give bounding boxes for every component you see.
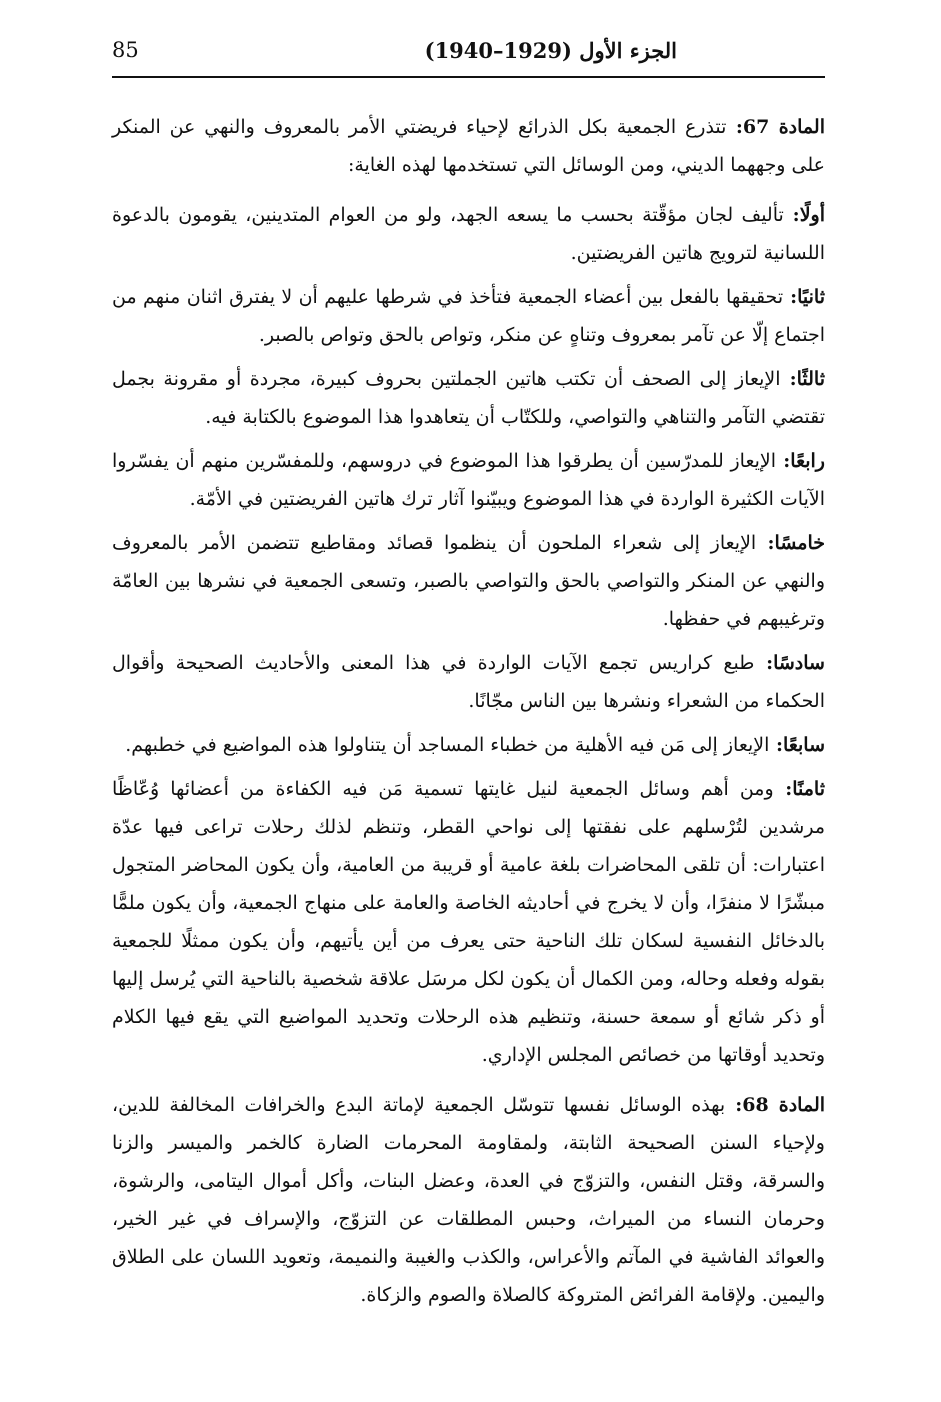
clause-second: ثانيًا: تحقيقها بالفعل بين أعضاء الجمعية فتأخذ في شرطها عليهم أن لا يفترق اثنان منهم من اجتماع إلّا عن تآمر بمعروف وتناهٍ عن منكر، وتواص بالحق وتواص بالصبر. bbox=[112, 286, 825, 346]
clause-label: سابعًا bbox=[783, 734, 825, 756]
article-number: المادة 67 bbox=[742, 116, 825, 138]
clause-label: ثانيًا bbox=[797, 286, 825, 308]
clause-first: أولًا: تأليف لجان مؤقّتة بحسب ما يسعه الجهد، ولو من العوام المتدينين، يقومون بالدعوة اللسانية لترويج هاتين الفريضتين. bbox=[112, 204, 825, 264]
paragraph-text: الإيعاز إلى الصحف أن تكتب هاتين الجملتين بحروف كبيرة، مجردة أو مقرونة بجمل تقتضي التآمر والتناهي والتواصي، وللكتّاب أن يتعاهدوا هذا الموضوع بالكتابة فيه. bbox=[112, 368, 825, 428]
article-67-intro: المادة 67: تتذرع الجمعية بكل الذرائع لإحياء فريضتي الأمر بالمعروف والنهي عن المنكر على وجههما الديني، ومن الوسائل التي تستخدمها لهذه الغاية: bbox=[112, 116, 825, 176]
paragraph-text: طبع كراريس تجمع الآيات الواردة في هذا المعنى والأحاديث الصحيحة وأقوال الحكماء من الشعراء ونشرها بين الناس مجّانًا. bbox=[112, 652, 825, 712]
clause-label: رابعًا bbox=[790, 450, 825, 472]
article-number: المادة 68 bbox=[742, 1094, 826, 1116]
paragraph-text: تحقيقها بالفعل بين أعضاء الجمعية فتأخذ في شرطها عليهم أن لا يفترق اثنان منهم من اجتماع إلّا عن تآمر بمعروف وتناهٍ عن منكر، وتواص بالحق وتواص بالصبر. bbox=[112, 286, 825, 346]
clause-label: ثامنًا bbox=[792, 778, 825, 800]
clause-label: أولًا bbox=[799, 204, 825, 226]
article-68: المادة 68: بهذه الوسائل نفسها تتوسّل الجمعية لإماتة البدع والخرافات المخالفة للدين، ولإحياء السنن الصحيحة الثابتة، ولمقاومة المحرمات الضارة كالخمر والميسر والزنا والسرقة، وقتل النفس، والتزوّج في العدة، وعضل البنات، وأكل أموال اليتامى، والرشوة، وحرمان النساء من الميراث، وحبس المطلقات عن التزوّج، والإسراف في غير الخير، والعوائد الفاشية في المآتم والأعراس، والكذب والغيبة والنميمة، وتعويد اللسان على الطلاق واليمين. ولإقامة الفرائض المتروكة كالصلاة والصوم والزكاة. bbox=[112, 1094, 826, 1306]
paragraph-text: ومن أهم وسائل الجمعية لنيل غايتها تسمية مَن فيه الكفاءة من أعضائها وُعّاظًا مرشدين لتُرْسلهم على نفقتها إلى نواحي القطر، وتنظم لذلك رحلات تراعى فيها عدّة اعتبارات: أن تلقى المحاضرات بلغة عامية أو قريبة من العامية، وأن يكون المحاضر المتجول مبشّرًا لا منفرًا، وأن لا يخرج في أحاديثه الخاصة والعامة على منهاج الجمعية، وأن يكون ملمًّا بالدخائل النفسية لسكان تلك الناحية حتى يعرف من أين يأتيهم، وأن يكون ممثلًا للجمعية بقوله وفعله وحاله، ومن الكمال أن يكون لكل مرسَل علاقة شخصية بالناحية التي يُرسل إليها أو ذكر شائع أو سمعة حسنة، وتنظيم هذه الرحلات وتحديد المواضيع التي يقع فيها الكلام وتحديد أوقاتها من خصائص المجلس الإداري. bbox=[112, 778, 825, 1066]
page-header bbox=[112, 36, 825, 78]
paragraph-text: تتذرع الجمعية بكل الذرائع لإحياء فريضتي الأمر بالمعروف والنهي عن المنكر على وجههما الديني، ومن الوسائل التي تستخدمها لهذه الغاية: bbox=[112, 116, 825, 176]
paragraph-text: بهذه الوسائل نفسها تتوسّل الجمعية لإماتة البدع والخرافات المخالفة للدين، ولإحياء السنن الصحيحة الثابتة، ولمقاومة المحرمات الضارة كالخمر والميسر والزنا والسرقة، وقتل النفس، والتزوّج في العدة، وعضل البنات، وأكل أموال اليتامى، والرشوة، وحرمان النساء من الميراث، وحبس المطلقات عن التزوّج، والإسراف في غير الخير، والعوائد الفاشية في المآتم والأعراس، والكذب والغيبة والنميمة، وتعويد اللسان على الطلاق واليمين. ولإقامة الفرائض المتروكة كالصلاة والصوم والزكاة. bbox=[112, 1094, 825, 1306]
clause-fifth: خامسًا: الإيعاز إلى شعراء الملحون أن ينظموا قصائد ومقاطيع تتضمن الأمر بالمعروف والنهي عن المنكر والتواصي بالحق والتواصي بالصبر، وتسعى الجمعية في نشرها بين العامّة وترغيبهم في حفظها. bbox=[112, 532, 825, 630]
paragraph-text: تأليف لجان مؤقّتة بحسب ما يسعه الجهد، ولو من العوام المتدينين، يقومون بالدعوة اللسانية لترويج هاتين الفريضتين. bbox=[112, 204, 825, 264]
clause-third: ثالثًا: الإيعاز إلى الصحف أن تكتب هاتين الجملتين بحروف كبيرة، مجردة أو مقرونة بجمل تقتضي التآمر والتناهي والتواصي، وللكتّاب أن يتعاهدوا هذا الموضوع بالكتابة فيه. bbox=[112, 368, 825, 428]
clause-eighth: ثامنًا: ومن أهم وسائل الجمعية لنيل غايتها تسمية مَن فيه الكفاءة من أعضائها وُعّاظًا مرشدين لتُرْسلهم على نفقتها إلى نواحي القطر، وتنظم لذلك رحلات تراعى فيها عدّة اعتبارات: أن تلقى المحاضرات بلغة عامية أو قريبة من العامية، وأن يكون المحاضر المتجول مبشّرًا لا منفرًا، وأن لا يخرج في أحاديثه الخاصة والعامة على منهاج الجمعية، وأن يكون ملمًّا بالدخائل النفسية لسكان تلك الناحية حتى يعرف من أين يأتيهم، وأن يكون ممثلًا للجمعية بقوله وفعله وحاله، ومن الكمال أن يكون لكل مرسَل علاقة شخصية بالناحية التي يُرسل إليها أو ذكر شائع أو سمعة حسنة، وتنظيم هذه الرحلات وتحديد المواضيع التي يقع فيها الكلام وتحديد أوقاتها من خصائص المجلس الإداري. bbox=[112, 778, 825, 1066]
paragraph-text: الإيعاز للمدرّسين أن يطرقوا هذا الموضوع في دروسهم، وللمفسّرين منهم أن يفسّروا الآيات الكثيرة الواردة في هذا الموضوع ويبيّنوا آثار ترك هاتين الفريضتين في الأمّة. bbox=[112, 450, 825, 510]
paragraph-text: الإيعاز إلى شعراء الملحون أن ينظموا قصائد ومقاطيع تتضمن الأمر بالمعروف والنهي عن المنكر والتواصي بالحق والتواصي بالصبر، وتسعى الجمعية في نشرها بين العامّة وترغيبهم في حفظها. bbox=[112, 532, 825, 630]
running-title: الجزء الأول (1929–1940) bbox=[424, 38, 677, 63]
clause-sixth: سادسًا: طبع كراريس تجمع الآيات الواردة في هذا المعنى والأحاديث الصحيحة وأقوال الحكماء من الشعراء ونشرها بين الناس مجّانًا. bbox=[112, 652, 825, 712]
clause-label: خامسًا bbox=[774, 532, 825, 554]
page-number: 85 bbox=[112, 38, 139, 62]
page-body bbox=[112, 108, 825, 1326]
clause-fourth: رابعًا: الإيعاز للمدرّسين أن يطرقوا هذا الموضوع في دروسهم، وللمفسّرين منهم أن يفسّروا الآيات الكثيرة الواردة في هذا الموضوع ويبيّنوا آثار ترك هاتين الفريضتين في الأمّة. bbox=[112, 450, 825, 510]
clause-seventh: سابعًا: الإيعاز إلى مَن فيه الأهلية من خطباء المساجد أن يتناولوا هذه المواضيع في خطبهم. bbox=[125, 734, 825, 756]
clause-label: ثالثًا bbox=[796, 368, 825, 390]
paragraph-text: الإيعاز إلى مَن فيه الأهلية من خطباء المساجد أن يتناولوا هذه المواضيع في خطبهم. bbox=[125, 734, 770, 756]
clause-label: سادسًا bbox=[773, 652, 825, 674]
